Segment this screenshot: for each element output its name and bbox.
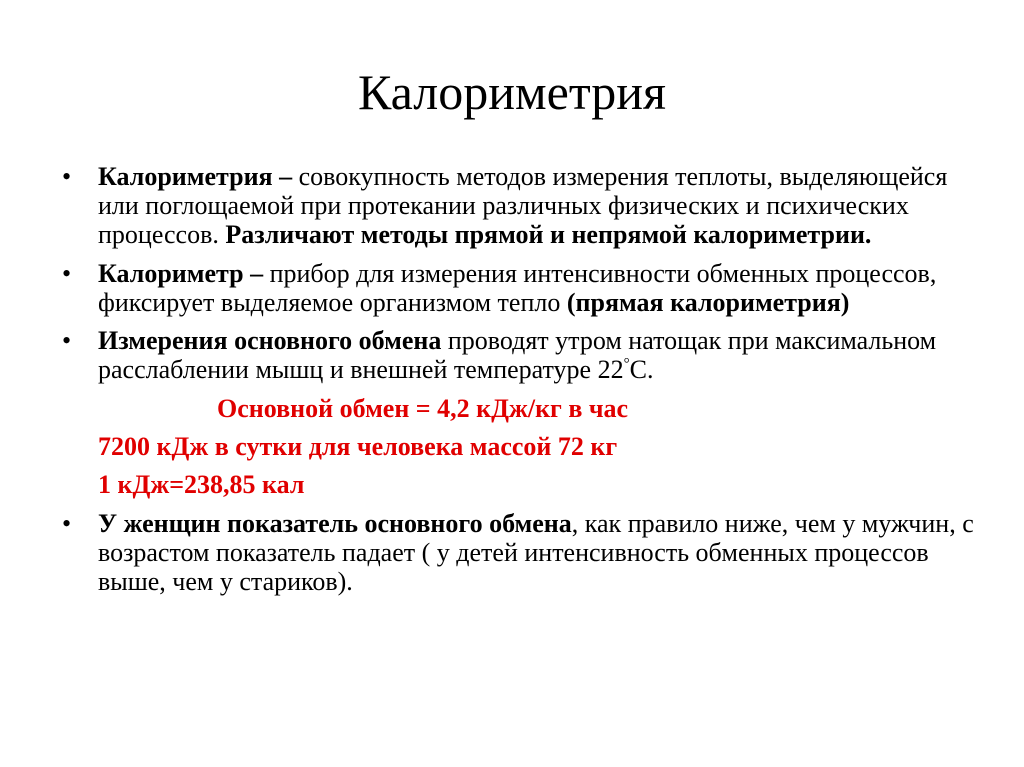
formula-unit-conversion: 1 кДж=238,85 кал <box>98 470 305 499</box>
degree-sign: ° <box>623 356 630 372</box>
bullet-text: , как правило ниже, чем у мужчин, с возрастом показатель падает ( у детей интенсивность обменных процессов выше, чем у стариков). <box>98 509 974 596</box>
bullet-dot: • <box>62 326 72 355</box>
bullet-term: Калориметрия – <box>98 162 293 191</box>
bullet-calorimetry <box>62 162 982 249</box>
bullet-term: Измерения основного обмена <box>98 326 442 355</box>
bullet-dot: • <box>62 509 72 538</box>
formula-daily-energy: 7200 кДж в сутки для человека массой 72 кг <box>98 432 618 461</box>
bullet-emphasis: (прямая калориметрия) <box>566 288 850 317</box>
bullet-dot: • <box>62 259 72 288</box>
formula-basal-metabolism: Основной обмен = 4,2 кДж/кг в час <box>217 394 629 423</box>
bullet-text: проводят утром натощак при максимальном расслаблении мышц и внешней температуре 22 <box>98 326 937 384</box>
temperature-unit: С. <box>629 355 654 384</box>
bullet-term: Калориметр – <box>98 259 264 288</box>
bullet-dot: • <box>62 162 72 191</box>
slide-content <box>62 162 982 596</box>
bullet-women <box>62 509 982 596</box>
bullet-term: У женщин показатель основного обмена <box>98 509 572 538</box>
bullet-emphasis: Различают методы прямой и непрямой калориметрии. <box>225 220 872 249</box>
bullet-calorimeter <box>62 259 982 317</box>
bullet-text: прибор для измерения интенсивности обменных процессов, фиксирует выделяемое организмом тепло <box>98 259 937 317</box>
bullet-measurement <box>62 326 982 384</box>
bullet-text: совокупность методов измерения теплоты, выделяющейся или поглощаемой при протекании различных физических и психических процессов. <box>98 162 948 249</box>
slide-title: Калориметрия <box>357 64 667 120</box>
